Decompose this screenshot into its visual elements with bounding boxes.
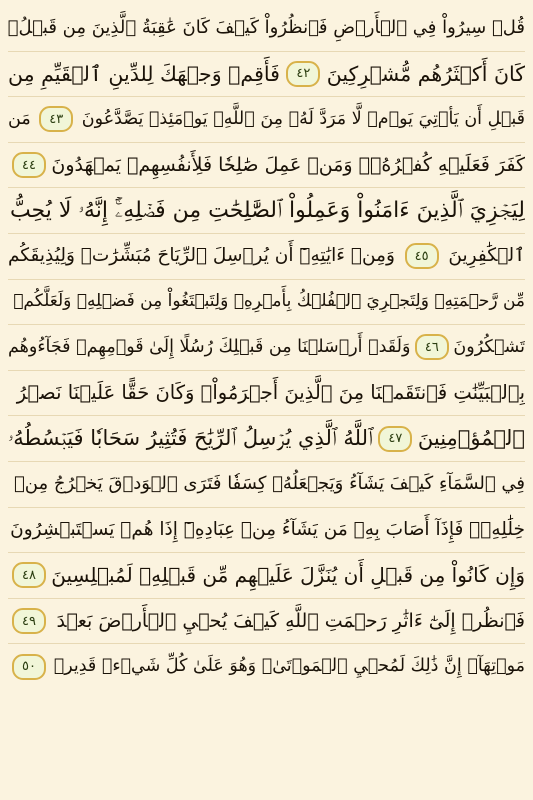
verse-text: فَأَقِمۡ وَجۡهَكَ لِلدِّينِ ٱلۡقَيِّمِ مِن: [8, 61, 280, 86]
verse-line: [8, 553, 525, 599]
verse-line: [8, 6, 525, 52]
verse-text: مَوۡتِهَآۚ إِنَّ ذَٰلِكَ لَمُحۡيِ ٱلۡمَوۡتَىٰۖ وَهُوَ عَلَىٰ كُلِّ شَيۡءٖ قَدِيرٞ: [53, 655, 525, 676]
verse-text: قَبۡلِ أَن يَأۡتِيَ يَوۡمٞ لَّا مَرَدَّ لَهُۥ مِنَ ٱللَّهِۖ يَوۡمَئِذٖ يَصَّدَّعُونَ: [81, 108, 525, 129]
verse-text: فَٱنظُرۡ إِلَىٰٓ ءَاثَٰرِ رَحۡمَتِ ٱللَّهِ كَيۡفَ يُحۡيِ ٱلۡأَرۡضَ بَعۡدَ: [56, 609, 525, 632]
verse-lines: [8, 6, 525, 689]
verse-text: وَإِن كَانُواْ مِن قَبۡلِ أَن يُنَزَّلَ عَلَيۡهِم مِّن قَبۡلِهِۦ لَمُبۡلِسِينَ: [51, 563, 525, 588]
ayah-number: ٤٣: [49, 111, 64, 127]
verse-text: فِي ٱلسَّمَآءِ كَيۡفَ يَشَآءُ وَيَجۡعَلُهُۥ كِسَفٗا فَتَرَى ٱلۡوَدۡقَ يَخۡرُجُ مِنۡ: [13, 473, 525, 495]
ayah-number: ٥٠: [22, 659, 36, 675]
verse-text: قُلۡ سِيرُواْ فِي ٱلۡأَرۡضِ فَٱنظُرُواْ كَيۡفَ كَانَ عَٰقِبَةُ ٱلَّذِينَ مِن قَبۡلُۚ: [8, 17, 525, 39]
verse-text: لِيَجۡزِيَ ٱلَّذِينَ ءَامَنُواْ وَعَمِلُواْ ٱلصَّٰلِحَٰتِ مِن فَضۡلِهِۦٓۚ إِنَّهُۥ لَا يُحِبُّ: [9, 197, 525, 223]
ayah-number-marker: [12, 152, 46, 178]
verse-line: [8, 325, 525, 371]
verse-text: مَن: [8, 108, 31, 129]
ayah-number-marker: [405, 243, 439, 269]
ayah-number-marker: [415, 334, 449, 360]
verse-line: [8, 508, 525, 554]
ayah-number-marker: [39, 106, 73, 132]
ayah-number-marker: [12, 608, 46, 634]
verse-text: ٱللَّهُ ٱلَّذِي يُرۡسِلُ ٱلرِّيَٰحَ فَتُثِيرُ سَحَابٗا فَيَبۡسُطُهُۥ: [8, 426, 373, 451]
ayah-number-marker: [378, 426, 412, 452]
ayah-number: ٤٤: [22, 157, 36, 173]
ayah-number: ٤٢: [296, 66, 311, 82]
ayah-number-marker: [12, 562, 46, 588]
ayah-number: ٤٧: [388, 431, 403, 447]
verse-text: ٱلۡكَٰفِرِينَ: [448, 245, 525, 267]
verse-line: [8, 599, 525, 645]
verse-text: ٱلۡمُؤۡمِنِينَ: [417, 426, 525, 451]
verse-line: [8, 234, 525, 280]
ayah-number-marker: [286, 61, 320, 87]
ayah-number: ٤٥: [414, 248, 429, 264]
verse-text: كَفَرَ فَعَلَيۡهِ كُفۡرُهُۥۖ وَمَنۡ عَمِلَ صَٰلِحٗا فَلِأَنفُسِهِمۡ يَمۡهَدُونَ: [51, 153, 525, 176]
verse-line: [8, 462, 525, 508]
ayah-number: ٤٨: [22, 567, 36, 583]
ayah-number-marker: [12, 654, 46, 680]
verse-text: مِّن رَّحۡمَتِهِۦ وَلِتَجۡرِيَ ٱلۡفُلۡكُ بِأَمۡرِهِۦ وَلِتَبۡتَغُواْ مِن فَضۡلِهِۦ وَلَعَلَّكُمۡ: [13, 291, 525, 312]
verse-line: [8, 143, 525, 189]
ayah-number: ٤٩: [22, 613, 36, 629]
verse-line: [8, 52, 525, 98]
verse-line: [8, 371, 525, 417]
verse-text: خِلَٰلِهِۦۖ فَإِذَآ أَصَابَ بِهِۦ مَن يَشَآءُ مِنۡ عِبَادِهِۦٓ إِذَا هُمۡ يَسۡتَبۡشِرُونَ: [10, 518, 525, 540]
verse-text: تَشۡكُرُونَ: [453, 336, 525, 357]
verse-line: [8, 280, 525, 326]
verse-text: كَانَ أَكۡثَرُهُم مُّشۡرِكِينَ: [326, 61, 525, 86]
verse-text: بِٱلۡبَيِّنَٰتِ فَٱنتَقَمۡنَا مِنَ ٱلَّذِينَ أَجۡرَمُواْۖ وَكَانَ حَقًّا عَلَيۡنَا نَصۡرُ: [16, 381, 525, 405]
ayah-number: ٤٦: [424, 339, 439, 355]
verse-text: وَلَقَدۡ أَرۡسَلۡنَا مِن قَبۡلِكَ رُسُلًا إِلَىٰ قَوۡمِهِمۡ فَجَآءُوهُم: [8, 336, 411, 357]
verse-line: [8, 188, 525, 234]
verse-line: [8, 644, 525, 689]
verse-line: [8, 97, 525, 143]
verse-text: وَمِنۡ ءَايَٰتِهِۦٓ أَن يُرۡسِلَ ٱلرِّيَاحَ مُبَشِّرَٰتٖ وَلِيُذِيقَكُم: [8, 245, 395, 267]
verse-line: [8, 416, 525, 462]
